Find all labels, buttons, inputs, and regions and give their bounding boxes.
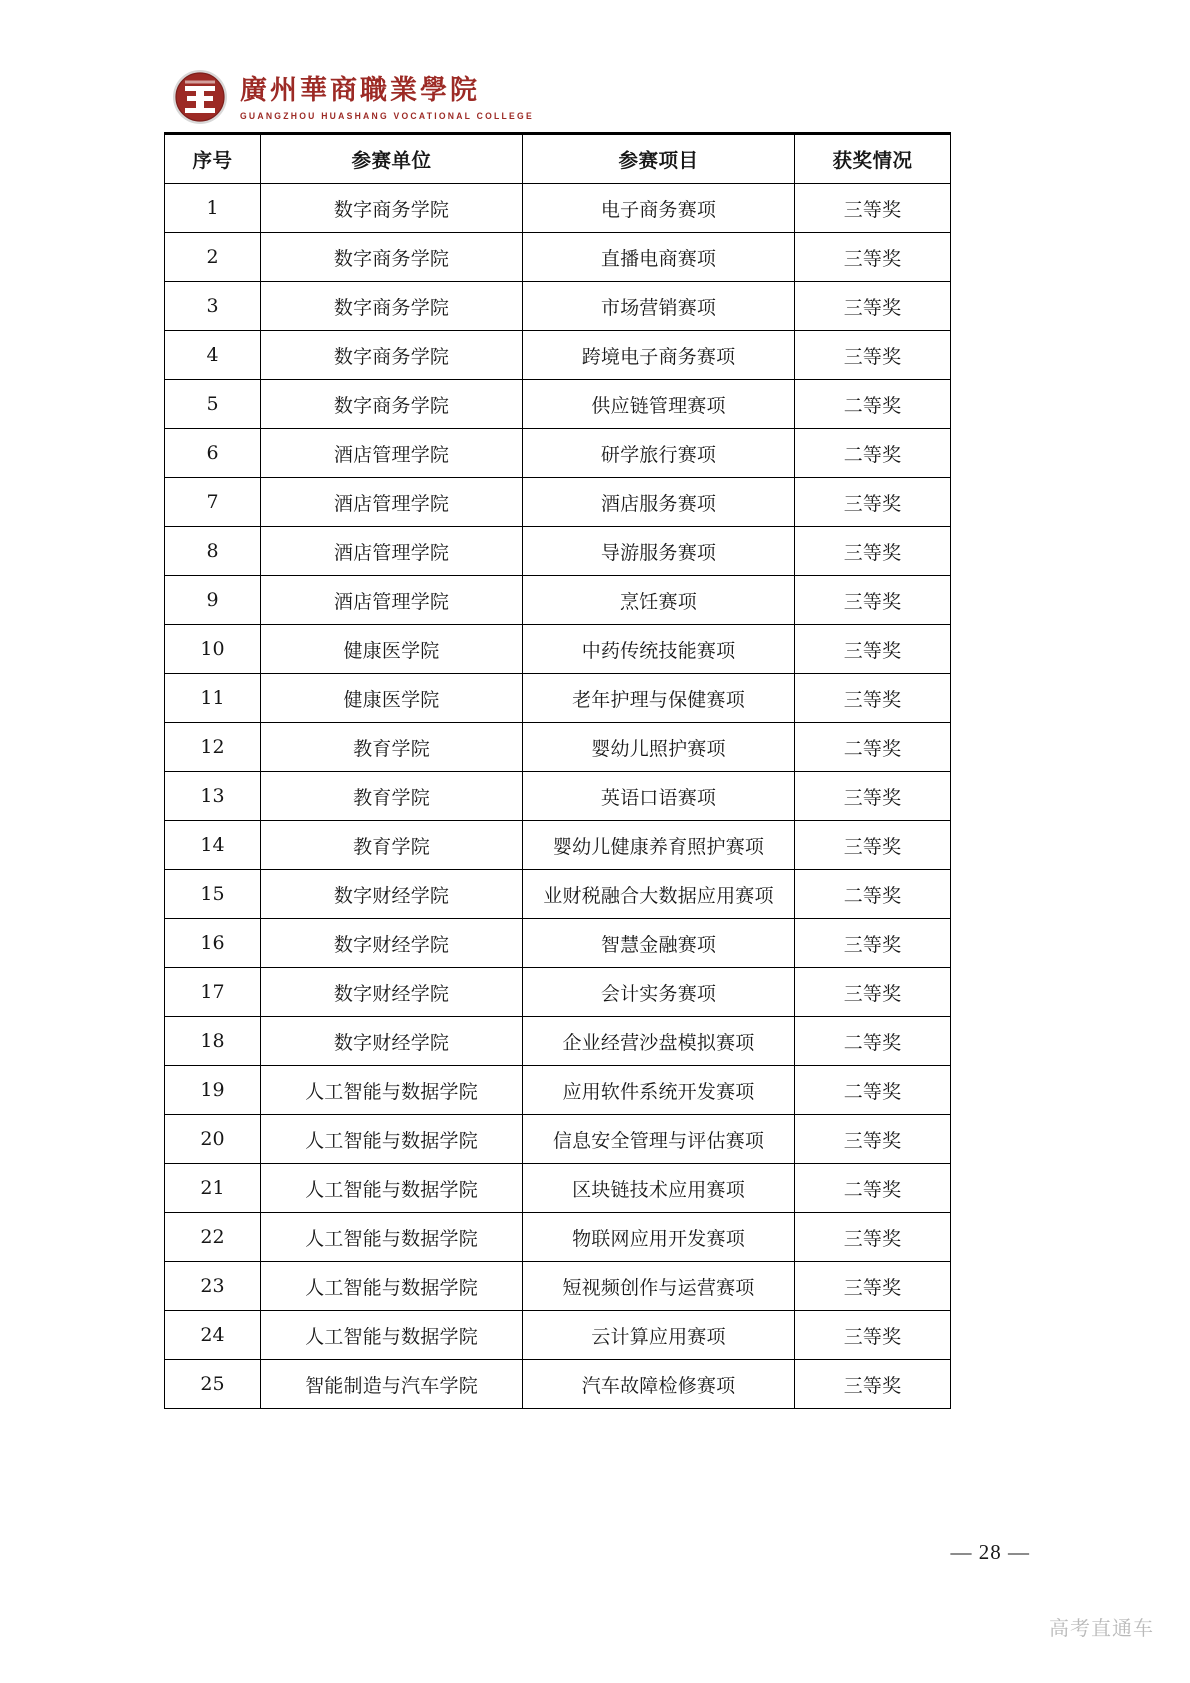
- cell-award: 三等奖: [795, 968, 951, 1017]
- cell-item: 电子商务赛项: [523, 184, 795, 233]
- cell-unit: 酒店管理学院: [261, 527, 523, 576]
- cell-item: 直播电商赛项: [523, 233, 795, 282]
- cell-item: 云计算应用赛项: [523, 1311, 795, 1360]
- cell-sequence: 8: [165, 527, 261, 576]
- cell-award: 二等奖: [795, 1066, 951, 1115]
- award-table: [164, 132, 951, 1409]
- cell-item: 智慧金融赛项: [523, 919, 795, 968]
- cell-award: 三等奖: [795, 331, 951, 380]
- page-number: — 28 —: [950, 1540, 1030, 1564]
- cell-item: 婴幼儿照护赛项: [523, 723, 795, 772]
- table-row: [165, 282, 951, 331]
- cell-unit: 数字商务学院: [261, 331, 523, 380]
- table-row: [165, 772, 951, 821]
- cell-sequence: 24: [165, 1311, 261, 1360]
- cell-item: 研学旅行赛项: [523, 429, 795, 478]
- cell-sequence: 12: [165, 723, 261, 772]
- cell-unit: 人工智能与数据学院: [261, 1311, 523, 1360]
- cell-item: 短视频创作与运营赛项: [523, 1262, 795, 1311]
- table-row: [165, 821, 951, 870]
- table-row: [165, 331, 951, 380]
- cell-award: 三等奖: [795, 1213, 951, 1262]
- table-row: [165, 1066, 951, 1115]
- cell-sequence: 5: [165, 380, 261, 429]
- cell-sequence: 21: [165, 1164, 261, 1213]
- cell-award: 二等奖: [795, 380, 951, 429]
- university-wordmark: [240, 74, 534, 119]
- cell-unit: 数字商务学院: [261, 233, 523, 282]
- award-table-container: [164, 132, 950, 1409]
- table-row: [165, 625, 951, 674]
- table-row: [165, 870, 951, 919]
- cell-item: 中药传统技能赛项: [523, 625, 795, 674]
- table-row: [165, 723, 951, 772]
- cell-sequence: 25: [165, 1360, 261, 1409]
- cell-item: 区块链技术应用赛项: [523, 1164, 795, 1213]
- table-row: [165, 1311, 951, 1360]
- university-crest-icon: [172, 69, 228, 125]
- cell-award: 二等奖: [795, 870, 951, 919]
- table-row: [165, 1262, 951, 1311]
- cell-item: 烹饪赛项: [523, 576, 795, 625]
- cell-award: 二等奖: [795, 1017, 951, 1066]
- cell-unit: 教育学院: [261, 821, 523, 870]
- table-row: [165, 576, 951, 625]
- watermark: 高考直通车: [1049, 1616, 1154, 1640]
- cell-sequence: 1: [165, 184, 261, 233]
- cell-unit: 数字商务学院: [261, 184, 523, 233]
- cell-sequence: 7: [165, 478, 261, 527]
- cell-unit: 数字财经学院: [261, 1017, 523, 1066]
- column-header-award: 获奖情况: [795, 134, 951, 184]
- cell-unit: 智能制造与汽车学院: [261, 1360, 523, 1409]
- cell-sequence: 22: [165, 1213, 261, 1262]
- table-row: [165, 478, 951, 527]
- cell-unit: 酒店管理学院: [261, 429, 523, 478]
- cell-unit: 酒店管理学院: [261, 576, 523, 625]
- cell-item: 信息安全管理与评估赛项: [523, 1115, 795, 1164]
- cell-award: 三等奖: [795, 1360, 951, 1409]
- cell-unit: 教育学院: [261, 723, 523, 772]
- cell-unit: 人工智能与数据学院: [261, 1115, 523, 1164]
- cell-sequence: 9: [165, 576, 261, 625]
- cell-unit: 数字财经学院: [261, 870, 523, 919]
- cell-sequence: 11: [165, 674, 261, 723]
- university-name-cn: 廣州華商職業學院: [240, 75, 480, 107]
- cell-item: 企业经营沙盘模拟赛项: [523, 1017, 795, 1066]
- table-row: [165, 1017, 951, 1066]
- cell-award: 三等奖: [795, 772, 951, 821]
- cell-item: 会计实务赛项: [523, 968, 795, 1017]
- cell-sequence: 23: [165, 1262, 261, 1311]
- cell-sequence: 13: [165, 772, 261, 821]
- cell-unit: 人工智能与数据学院: [261, 1066, 523, 1115]
- table-row: [165, 1164, 951, 1213]
- cell-item: 物联网应用开发赛项: [523, 1213, 795, 1262]
- cell-item: 业财税融合大数据应用赛项: [523, 870, 795, 919]
- column-header-item: 参赛项目: [523, 134, 795, 184]
- letterhead: [172, 66, 534, 128]
- cell-award: 三等奖: [795, 674, 951, 723]
- cell-unit: 数字财经学院: [261, 919, 523, 968]
- column-header-unit: 参赛单位: [261, 134, 523, 184]
- cell-award: 三等奖: [795, 184, 951, 233]
- cell-sequence: 6: [165, 429, 261, 478]
- cell-sequence: 16: [165, 919, 261, 968]
- cell-award: 三等奖: [795, 478, 951, 527]
- cell-award: 三等奖: [795, 625, 951, 674]
- cell-unit: 数字商务学院: [261, 380, 523, 429]
- cell-sequence: 3: [165, 282, 261, 331]
- cell-unit: 教育学院: [261, 772, 523, 821]
- table-row: [165, 1213, 951, 1262]
- cell-item: 酒店服务赛项: [523, 478, 795, 527]
- cell-award: 二等奖: [795, 429, 951, 478]
- cell-sequence: 18: [165, 1017, 261, 1066]
- cell-award: 二等奖: [795, 1164, 951, 1213]
- cell-unit: 人工智能与数据学院: [261, 1164, 523, 1213]
- cell-award: 三等奖: [795, 282, 951, 331]
- cell-item: 跨境电子商务赛项: [523, 331, 795, 380]
- cell-sequence: 19: [165, 1066, 261, 1115]
- cell-sequence: 14: [165, 821, 261, 870]
- cell-sequence: 10: [165, 625, 261, 674]
- cell-award: 二等奖: [795, 723, 951, 772]
- table-row: [165, 1115, 951, 1164]
- table-row: [165, 919, 951, 968]
- cell-sequence: 17: [165, 968, 261, 1017]
- cell-item: 应用软件系统开发赛项: [523, 1066, 795, 1115]
- cell-item: 英语口语赛项: [523, 772, 795, 821]
- cell-item: 供应链管理赛项: [523, 380, 795, 429]
- cell-sequence: 20: [165, 1115, 261, 1164]
- cell-unit: 健康医学院: [261, 625, 523, 674]
- cell-award: 三等奖: [795, 233, 951, 282]
- table-row: [165, 429, 951, 478]
- cell-award: 三等奖: [795, 919, 951, 968]
- table-row: [165, 527, 951, 576]
- cell-item: 市场营销赛项: [523, 282, 795, 331]
- cell-sequence: 2: [165, 233, 261, 282]
- cell-unit: 数字商务学院: [261, 282, 523, 331]
- cell-sequence: 4: [165, 331, 261, 380]
- cell-unit: 健康医学院: [261, 674, 523, 723]
- cell-unit: 数字财经学院: [261, 968, 523, 1017]
- table-header-row: [165, 134, 951, 184]
- column-header-sequence: 序号: [165, 134, 261, 184]
- cell-unit: 酒店管理学院: [261, 478, 523, 527]
- cell-award: 三等奖: [795, 1262, 951, 1311]
- award-table-body: [165, 184, 951, 1409]
- cell-sequence: 15: [165, 870, 261, 919]
- university-name-en: GUANGZHOU HUASHANG VOCATIONAL COLLEGE: [240, 109, 534, 121]
- table-row: [165, 184, 951, 233]
- table-row: [165, 674, 951, 723]
- table-row: [165, 968, 951, 1017]
- cell-award: 三等奖: [795, 1115, 951, 1164]
- cell-item: 汽车故障检修赛项: [523, 1360, 795, 1409]
- cell-unit: 人工智能与数据学院: [261, 1213, 523, 1262]
- cell-award: 三等奖: [795, 1311, 951, 1360]
- cell-item: 婴幼儿健康养育照护赛项: [523, 821, 795, 870]
- cell-award: 三等奖: [795, 821, 951, 870]
- table-row: [165, 1360, 951, 1409]
- cell-award: 三等奖: [795, 527, 951, 576]
- cell-item: 导游服务赛项: [523, 527, 795, 576]
- cell-unit: 人工智能与数据学院: [261, 1262, 523, 1311]
- table-row: [165, 380, 951, 429]
- cell-award: 三等奖: [795, 576, 951, 625]
- table-row: [165, 233, 951, 282]
- cell-item: 老年护理与保健赛项: [523, 674, 795, 723]
